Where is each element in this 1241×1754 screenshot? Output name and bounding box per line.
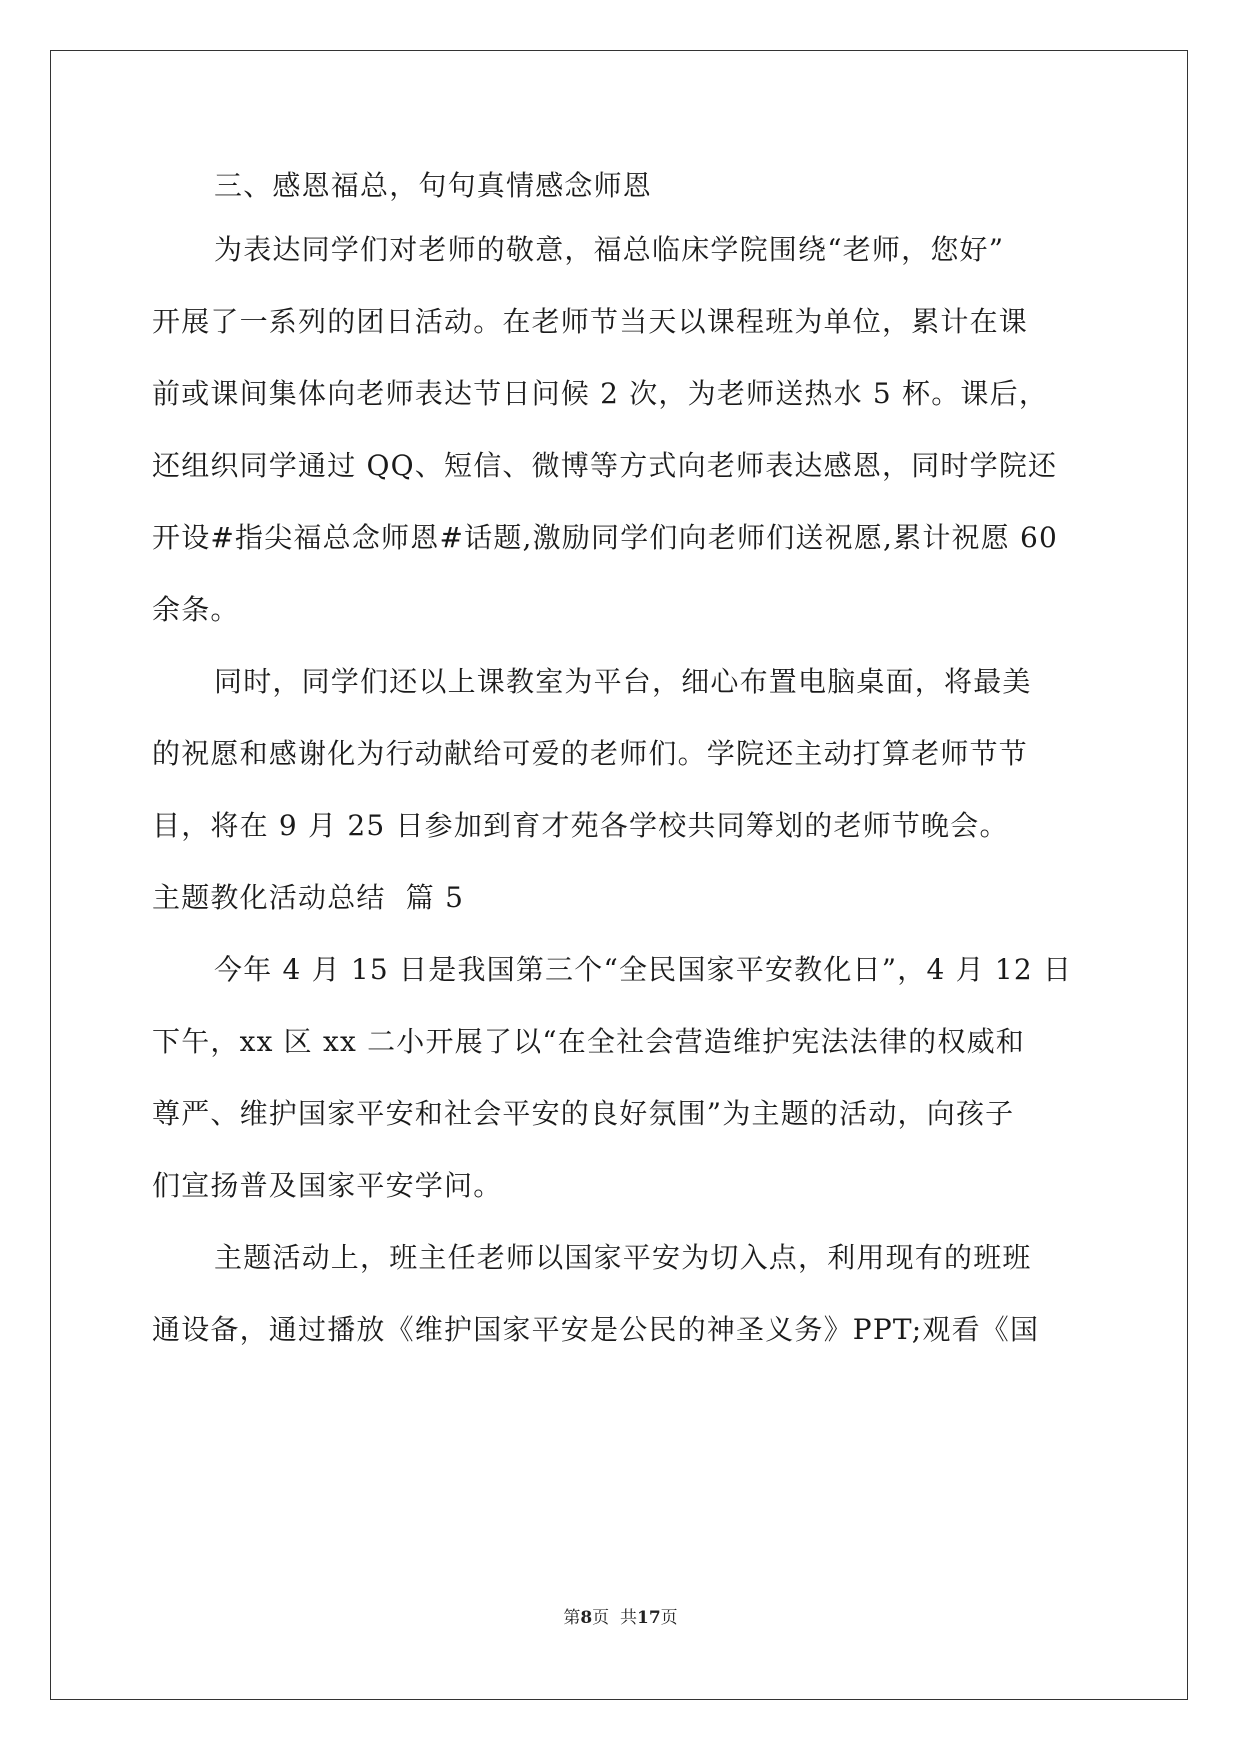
paragraph-line: 为表达同学们对老师的敬意，福总临床学院围绕“老师，您好” — [214, 233, 1005, 266]
page-footer — [0, 1607, 1241, 1629]
footer-prefix: 第 — [563, 1608, 581, 1628]
paragraph-line: 今年 4 月 15 日是我国第三个“全民国家平安教化日”，4 月 12 日 — [214, 953, 1073, 986]
paragraph-line: 主题活动上，班主任老师以国家平安为切入点，利用现有的班班 — [214, 1241, 1032, 1274]
footer-middle: 页 共 — [592, 1608, 637, 1628]
paragraph-line: 前或课间集体向老师表达节日问候 2 次，为老师送热水 5 杯。课后， — [152, 377, 1049, 410]
paragraph-line: 的祝愿和感谢化为行动献给可爱的老师们。学院还主动打算老师节节 — [152, 737, 1029, 770]
paragraph-line: 开设#指尖福总念师恩#话题,激励同学们向老师们送祝愿,累计祝愿 60 — [152, 521, 1059, 554]
article-title: 主题教化活动总结 篇 5 — [152, 881, 465, 914]
paragraph-line: 开展了一系列的团日活动。在老师节当天以课程班为单位，累计在课 — [152, 305, 1029, 338]
paragraph-line: 下午，xx 区 xx 二小开展了以“在全社会营造维护宪法法律的权威和 — [152, 1025, 1025, 1058]
paragraph-line: 同时，同学们还以上课教室为平台，细心布置电脑桌面，将最美 — [214, 665, 1032, 698]
paragraph-line: 们宣扬普及国家平安学问。 — [152, 1169, 503, 1202]
page-border — [50, 50, 1188, 1700]
section-heading: 三、感恩福总，句句真情感念师恩 — [214, 169, 653, 202]
paragraph-line: 余条。 — [152, 593, 240, 626]
paragraph-line: 还组织同学通过 QQ、短信、微博等方式向老师表达感恩，同时学院还 — [152, 449, 1058, 482]
paragraph-line: 通设备，通过播放《维护国家平安是公民的神圣义务》PPT;观看《国 — [152, 1313, 1040, 1346]
current-page-number: 8 — [580, 1608, 593, 1628]
footer-suffix: 页 — [660, 1608, 678, 1628]
total-page-number: 17 — [636, 1608, 661, 1628]
paragraph-line: 尊严、维护国家平安和社会平安的良好氛围”为主题的活动，向孩子 — [152, 1097, 1015, 1130]
paragraph-line: 目，将在 9 月 25 日参加到育才苑各学校共同筹划的老师节晚会。 — [152, 809, 1009, 842]
